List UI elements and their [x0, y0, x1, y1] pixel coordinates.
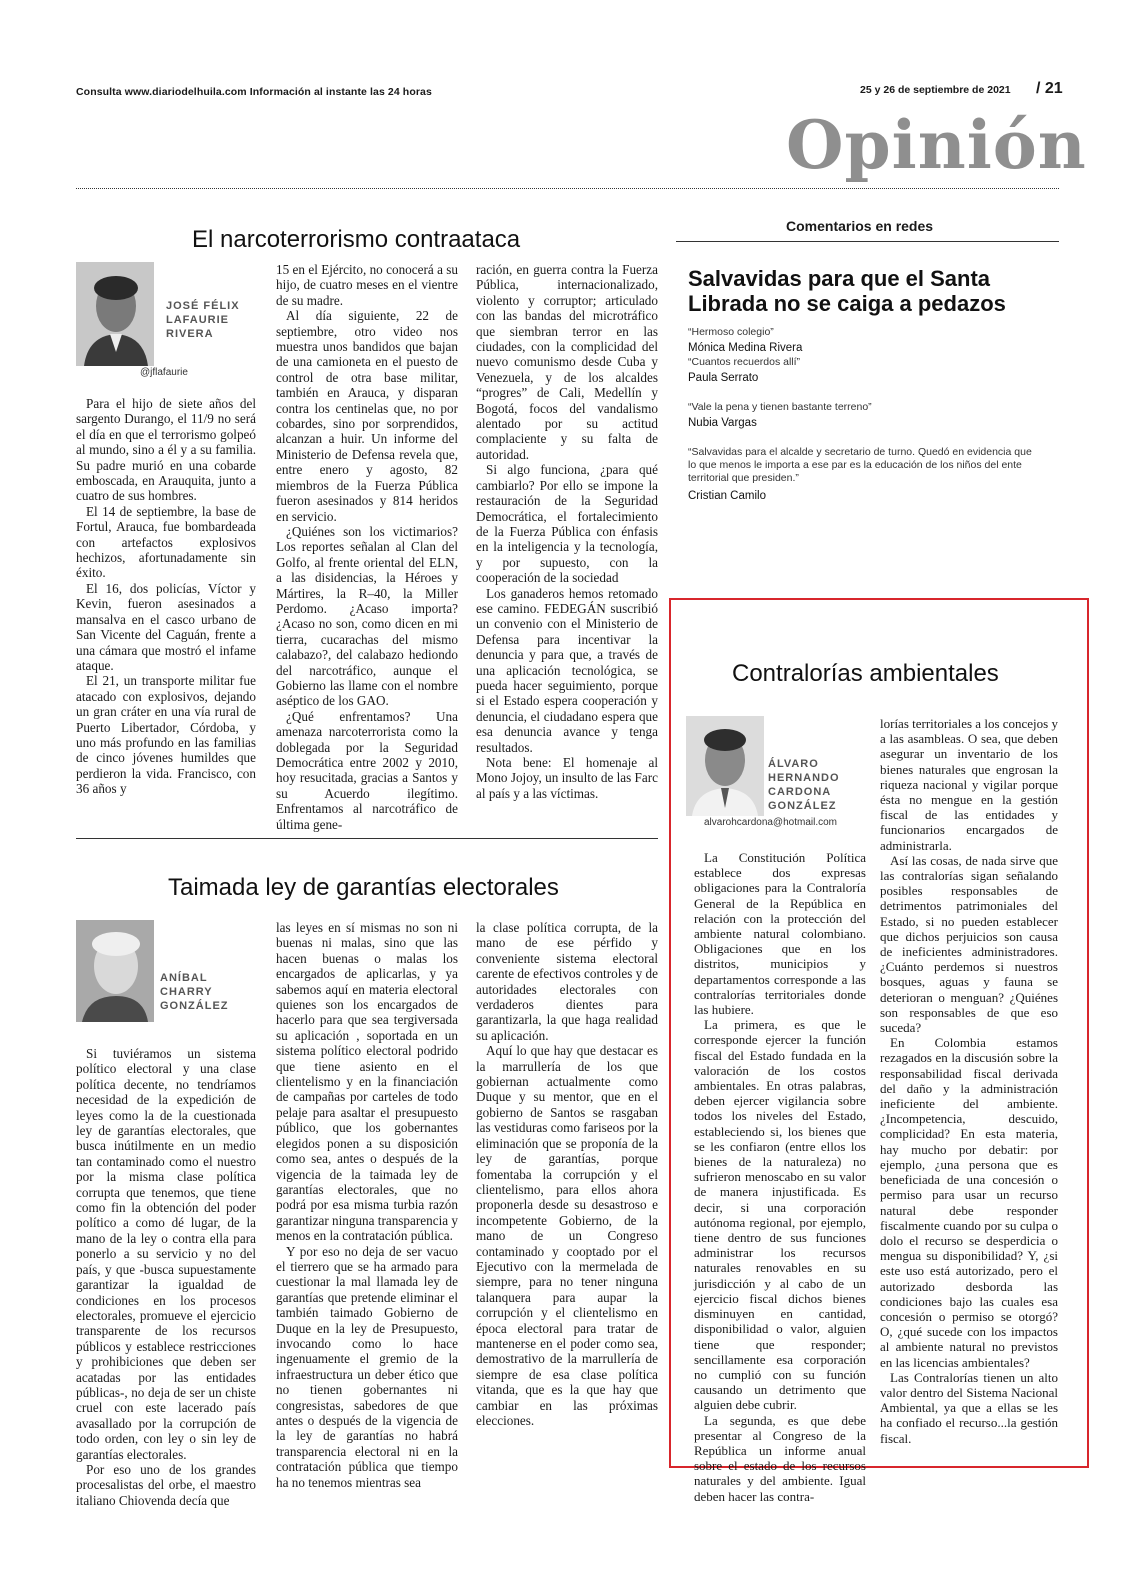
paragraph: Así las cosas, de nada sirve que las contralorías sigan señalando posibles responsables de detrimentos patrimoniales del Estado, si no pueden establecer que dichos perjuicios son causa de ineficientes administradores. ¿Cuánto perdemos si nuestros bosques, aguas y fauna se deterioran o menguan? ¿Quiénes son responsables de que eso suceda? — [880, 852, 1058, 1036]
paragraph: Las Contralorías tienen un alto valor dentro del Sistema Nacional Ambiental, ya que a ellas se les ha confiado el recurso...la gestión fiscal. — [880, 1369, 1058, 1446]
article3-column-2 — [880, 716, 1058, 1446]
comment-author: Mónica Medina Rivera — [688, 342, 803, 354]
paragraph: Si algo funciona, ¿para qué cambiarlo? Por ello se impone la restauración de la Seguridad Democrática, el fortalecimiento de la Fuerza Pública con énfasis en la inteligencia y la tecnología, y por supuesto, con la cooperación de la sociedad — [476, 462, 658, 586]
paragraph: ¿Qué enfrentamos? Una amenaza narcoterrorista como la doblegada por la Seguridad Democrática entre 2002 y 2010, hoy resucitada, gracias a Santos y su Acuerdo ilegítimo. Enfrentamos al narcotráfico de última gene- — [276, 708, 458, 832]
header-divider — [76, 188, 1059, 189]
author-photo-lafaurie — [76, 262, 154, 366]
article1-column-2 — [276, 262, 458, 832]
paragraph: Para el hijo de siete años del sargento Durango, el 11/9 no será el día en que el terrorismo golpeó al mundo, sino a él y a su familia. Su padre murió en una cobarde emboscada, en Arauquita, junto a cuatro de sus hombres. — [76, 396, 256, 504]
section-title: Opinión — [786, 106, 1087, 184]
article1-column-3 — [476, 262, 658, 801]
paragraph: Al día siguiente, 22 de septiembre, otro video nos muestra unos bandidos que bajan de una camioneta en el puesto de control de otra base militar, también en Arauca, y disparan contra los centinelas que, no por cobardes, sino por sorprendidos, alcanzan a huir. Un informe del Ministerio de Defensa revela que, entre enero y agosto, 82 miembros de la Fuerza Pública fueron asesinados y 814 heridos en servicio. — [276, 308, 458, 524]
article3-title: Contralorías ambientales — [732, 660, 999, 687]
paragraph: ¿Quiénes son los victimarios? Los reportes señalan al Clan del Golfo, al frente oriental del ELN, a las disidencias, la Héroes y Mártires, la R–40, la Miller Perdomo. ¿Acaso importa? ¿Acaso no son, como dicen en mi tierra, cucarachas del mismo calabazo?, del calabazo hediondo del narcotráfico, aunque el Gobierno las llame con el nombre aséptico de los GAO. — [276, 523, 458, 709]
author-photo-charry — [76, 920, 154, 1022]
comment-author: Cristian Camilo — [688, 490, 766, 502]
paragraph: Si tuviéramos un sistema político electoral y una clase política decente, no tendríamos necesidad de la expedición de leyes como la de la cuestionada ley de garantías electorales, que busca inútilmente en un medio tan contaminado como el nuestro por la misma clase política corrupta que tenemos, que tiene como fin la obtención del poder político a como dé lugar, de la mano de la ley o contra ella para ponerlo a su servicio y no del país, y que -busca supuestamente garantizar la igualdad de condiciones en los procesos electorales, promueve el ejercicio transparente de los recursos públicos y establece restricciones y prohibiciones que deben ser acatadas por las entidades públicas-, no deja de ser un chiste cruel con este lacerado país avasallado por la corrupción de todo orden, con ley o sin ley de garantías electorales. — [76, 1046, 256, 1462]
article1-handle: @jflafaurie — [140, 367, 188, 378]
paragraph: La segunda, es que debe presentar al Congreso de la República un informe anual sobre el estado de los recursos naturales y del ambiente. Igual deben hacer las contra- — [694, 1412, 866, 1504]
comment-quote: “Salvavidas para el alcalde y secretario de turno. Quedó en evidencia que lo que menos le importa a ese par es la educación de los niños del ente territorial que presiden.” — [688, 446, 1032, 484]
paragraph: ración, en guerra contra la Fuerza Pública, internacionalizado, violento y corruptor; articulado con las bandas del microtráfico que siembran terror en las ciudades, con la complicidad del nuevo comunismo desde Cuba y Venezuela, y de los alcaldes “progres” de Cali, Medellín y Bogotá, focos del vandalismo alentado por su actitud complaciente y su falta de autoridad. — [476, 262, 658, 462]
paragraph: El 14 de septiembre, la base de Fortul, Arauca, fue bombardeada con artefactos explosivos hechizos, afortunadamente sin éxito. — [76, 503, 256, 581]
article3-email: alvarohcardona@hotmail.com — [704, 817, 837, 828]
paragraph: El 21, un transporte militar fue atacado con explosivos, dejando un gran cráter en una vía rural de Puerto Libertador, Córdoba, y uno más profundo en las familias de cinco jóvenes humildes que perdieron la vida. Francisco, con 36 años y — [76, 673, 256, 797]
paragraph: lorías territoriales a los concejos y a las asambleas. O sea, que deben asegurar un inventario de los bienes naturales que engrosan la riqueza nacional y vigilar porque ésta no mengue en la gestión fiscal de las entidades y funcionarios encargados de administrarla. — [880, 716, 1058, 853]
author-photo-cardona — [686, 716, 764, 816]
comment-author: Paula Serrato — [688, 372, 759, 384]
article1-column-1 — [76, 396, 256, 797]
article3-column-1 — [694, 850, 866, 1504]
paragraph: las leyes en sí mismas no son ni buenas ni malas, sino que las hacen buenas o malas los encargados de aplicarlas, y ya sabemos aquí en materia electoral quienes son los encargados de hacerlo para que sea tergiversada su aplicación , soportada en un sistema político electoral podrido que tiene asiento en el clientelismo y en la financiación de campañas por carteles de todo pelaje para asaltar el presupuesto público, que los gobernantes elegidos ponen a su disposición como sea, antes o después de la vigencia de la taimada ley de garantías electorales, que no podrá por esa misma turbia razón garantizar ninguna transparencia y menos en la contratación pública. — [276, 920, 458, 1244]
article3-author: ÁLVARO HERNANDO CARDONA GONZÁLEZ — [768, 758, 840, 812]
header-date: 25 y 26 de septiembre de 2021 — [860, 84, 1011, 96]
paragraph: 15 en el Ejército, no conocerá a su hijo, de cuatro meses en el vientre de su madre. — [276, 262, 458, 308]
paragraph: Y por eso no deja de ser vacuo el tierrero que se ha armado para cuestionar la mal llamada ley de garantías que pretende eliminar el también taimado Gobierno de Duque en la ley de Presupuesto, invocando como lo hace ingenuamente el gremio de la infraestructura un deber ético que no tienen gobernantes ni congresistas, sabedores de que antes o después de la vigencia de la ley de garantías no habrá transparencia electoral ni en la contratación pública que tiempo ha no tenemos mientras sea — [276, 1243, 458, 1490]
article2-column-2 — [276, 920, 458, 1490]
article2-column-1 — [76, 1046, 256, 1508]
paragraph: Por eso uno de los grandes procesalistas del orbe, el maestro italiano Chiovenda decía que — [76, 1461, 256, 1508]
article1-title: El narcoterrorismo contraataca — [192, 226, 521, 253]
article2-author: ANÍBAL CHARRY GONZÁLEZ — [160, 972, 229, 1012]
comment-author: Nubia Vargas — [688, 417, 757, 429]
comment-quote: “Vale la pena y tienen bastante terreno” — [688, 401, 872, 413]
comments-header: Comentarios en redes — [786, 218, 934, 234]
comment-quote: “Cuantos recuerdos allí” — [688, 356, 801, 368]
header-tagline: Consulta www.diariodelhuila.com Información al instante las 24 horas — [76, 86, 432, 98]
article1-author: JOSÉ FÉLIX LAFAURIE RIVERA — [166, 300, 240, 340]
paragraph: La primera, es que le corresponde ejercer la función fiscal del Estado fundada en la valoración de los costos ambientales. En otras palabras, deben ejercer vigilancia sobre todos los niveles del Estado, estableciendo si, los bienes que se les confiaron (entre ellos los bienes de la naturaleza) no sufrieron menoscabo en su valor de manera injustificada. Es decir, si una corporación autónoma regional, por ejemplo, tiene dentro de sus funciones administrar los recursos naturales renovables en su jurisdicción y al cabo de un ejercicio fiscal dichos bienes disminuyen en cantidad, disponibilidad o valor, alguien tiene que responder; sencillamente esa corporación no cumplió con su función causando un detrimento que alguien debe cubrir. — [694, 1017, 866, 1413]
paragraph: En Colombia estamos rezagados en la discusión sobre la responsabilidad fiscal derivada del daño y la administración ineficiente del ambiente. ¿Incompetencia, descuido, complicidad? En esta materia, hay mucho por debatir: por ejemplo, ¿una persona que es beneficiada de una concesión o permiso para usar un recurso natural debe responder fiscalmente cuando por su culpa o dolo el recurso se desperdicia o mengua su disponibilidad? Y, ¿si este uso está autorizado, pero el autorizado desborda las condiciones bajo las cuales esa concesión o permiso se otorgó? O, ¿qué sucede con los impactos al ambiente natural no previstos en las licencias ambientales? — [880, 1035, 1058, 1370]
article-divider — [76, 838, 658, 839]
page-number: / 21 — [1036, 80, 1063, 97]
article2-title: Taimada ley de garantías electorales — [168, 874, 559, 901]
paragraph: Los ganaderos hemos retomado ese camino. FEDEGÁN suscribió un convenio con el Ministerio de Defensa para incentivar la denuncia y para que, a través de una aplicación tecnológica, se pueda hacer seguimiento, porque si el Estado espera cooperación y denuncia, el ciudadano espera que esa denuncia avance y tenga resultados. — [476, 585, 658, 755]
paragraph: La Constitución Política establece dos expresas obligaciones para la Contraloría General de la República en relación con la protección del ambiente natural colombiano. Obligaciones que en los distritos, municipios y departamentos corresponde a las contralorías territoriales donde las hubiere. — [694, 850, 866, 1018]
article2-column-3 — [476, 920, 658, 1428]
paragraph: Nota bene: El homenaje al Mono Jojoy, un insulto de las Farc al país y a las víctimas. — [476, 755, 658, 801]
paragraph: El 16, dos policías, Víctor y Kevin, fueron asesinados a mansalva en el casco urbano de San Vicente del Caguán, frente a una cámara que mostró el infame ataque. — [76, 580, 256, 673]
paragraph: la clase política corrupta, de la mano de ese pérfido y conveniente sistema electoral carente de efectivos controles y de autoridades electorales con verdaderos dientes para garantizarla, la que haga realidad su aplicación. — [476, 920, 658, 1043]
comments-title: Salvavidas para que el Santa Librada no se caiga a pedazos — [688, 266, 1006, 316]
paragraph: Aquí lo que hay que destacar es la marrullería de los que gobiernan actualmente como Duque y su mentor, que en el gobierno de Santos se rasgaban las vestiduras como fariseos por la eliminación que se proponía de la ley de garantías, porque fomentaba la corrupción y el clientelismo, para ellos ahora proponerla desde su desastroso e incompetente Gobierno, de la mano de un Congreso contaminado y cooptado por el Ejecutivo con la mermelada de siempre, para no tener ninguna talanquera para aupar la corrupción y el clientelismo en época electoral para tratar de mantenerse en el poder como sea, demostrativo de la marrullería de siempre de esa clase política vitanda, que es la que hay que cambiar en las próximas elecciones. — [476, 1043, 659, 1428]
comment-quote: “Hermoso colegio” — [688, 326, 774, 338]
comments-divider — [676, 241, 1059, 242]
